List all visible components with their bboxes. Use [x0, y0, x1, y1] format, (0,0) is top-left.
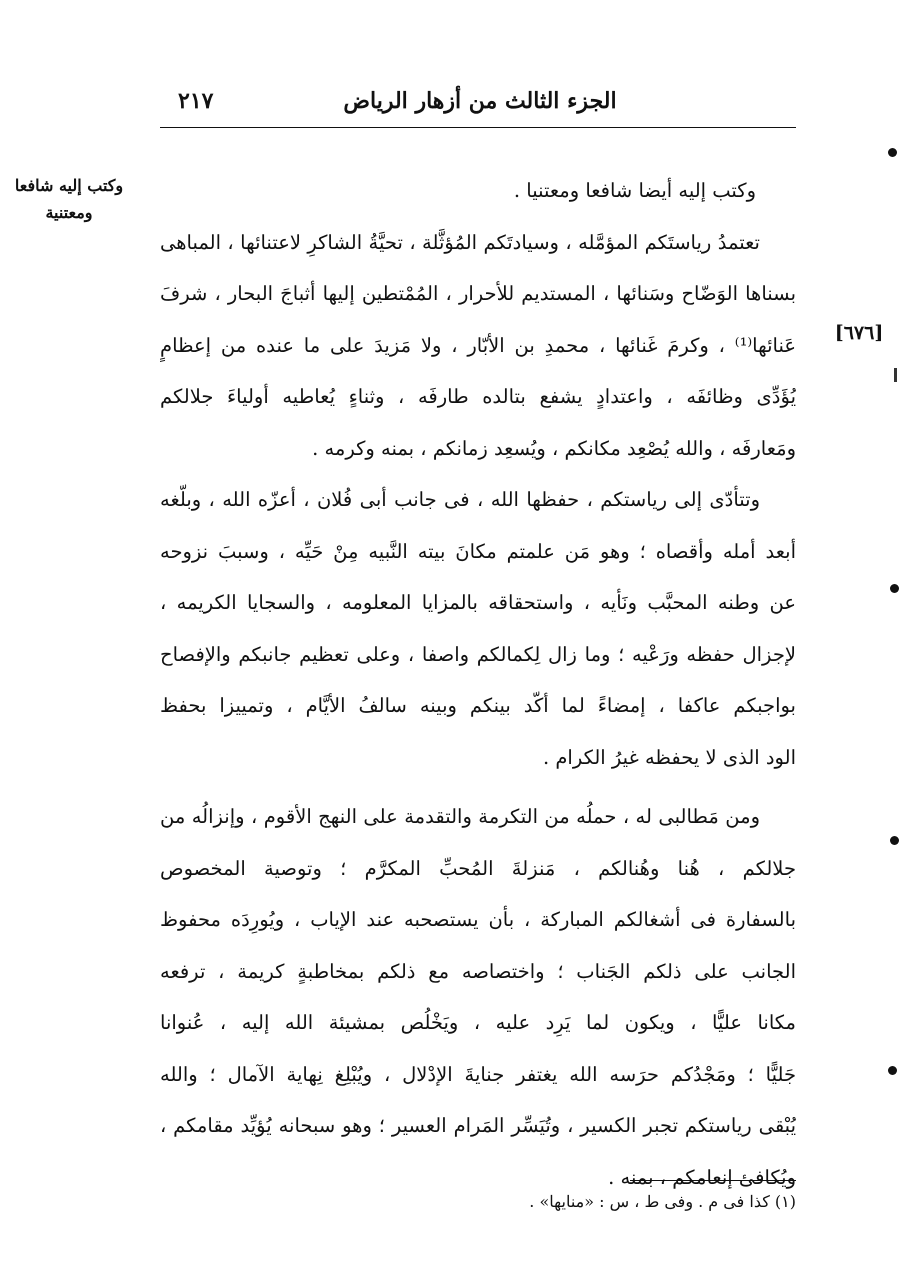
footnote: (١) كذا فى م . وفى ط ، س : «منايها» .	[529, 1192, 796, 1211]
text-line: يُؤَدِّى وظائفَه ، واعتدادٍ يشفع بتالده طارفَه ، وثناءٍ يُعاطيه أولياءَ جلالكم	[160, 385, 796, 408]
body-text	[160, 165, 796, 1203]
text-line: ويُكافئ إنعامكم ، بمنه .	[608, 1165, 796, 1189]
text-line: ومن مَطالبى له ، حملُه من التكرمة والتقدمة على النهج الأقوم ، وإنزالُه من	[160, 805, 760, 828]
text-line: مكانا عليًّا ، ويكون لما يَرِد عليه ، ويَخْلُص بمشيئة الله إليه ، عُنوانا	[160, 1011, 796, 1034]
text-line: لإجزال حفظه ورَعْيه ؛ وما زال لِكمالكم واصفا ، وعلى تعظيم جانبكم والإفصاح	[160, 642, 796, 666]
scan-dot	[890, 836, 899, 845]
text-line: بالسفارة فى أشغالكم المباركة ، بأن يستصحبه عند الإياب ، ويُورِدَه محفوظ	[160, 908, 796, 931]
text-line: الجانب على ذلكم الجَناب ؛ واختصاصه مع ذلكم بمخاطبةٍ كريمة ، ترفعه	[160, 959, 796, 983]
text-line: يُبْقى رياستكم تجبر الكسير ، وتُيَسِّر المَرام العسير ؛ وهو سبحانه يُؤيِّد مقامكم ،	[160, 1114, 796, 1137]
margin-reference-number: [٦٧٦]	[834, 322, 884, 344]
text-line: عن وطنه المحبَّب ونَأيه ، واستحقاقه بالمزايا المعلومه ، والسجايا الكريمه ،	[160, 591, 796, 614]
scan-mark	[894, 368, 897, 382]
text-line: جَليًّا ؛ ومَجْدُكم حرَسه الله يغتفر جنايةَ الإدْلال ، ويُبْلِغ نِهاية الآمال ؛ والله	[160, 1062, 796, 1086]
margin-note: وكتب إليه شافعا ومعتنية	[14, 176, 124, 222]
running-title: الجزء الثالث من أزهار الرياض	[343, 88, 617, 114]
text-line: جلالكم ، هُنا وهُنالكم ، مَنزلةَ المُحبِّ المكرَّم ؛ وتوصية المخصوص	[160, 856, 796, 880]
text-line: الود الذى لا يحفظه غيرُ الكرام .	[542, 745, 796, 769]
text-line: أبعد أمله وأقصاه ؛ وهو مَن علمتم مكانَ بيته النَّبيه مِنْ حَيِّه ، وسببَ نزوحه	[160, 539, 796, 563]
text-line: ومَعارفَه ، والله يُصْعِد مكانكم ، ويُسعِد زمانكم ، بمنه وكرمه .	[312, 436, 796, 460]
footnote-rule	[630, 1180, 796, 1181]
scan-dot	[890, 584, 899, 593]
text-line: بسناها الوَضّاح وسَنائها ، المستديم للأحرار ، المُمْتطين إليها أثباجَ البحار ، شرفَ	[160, 282, 796, 305]
page-number: ٢١٧	[178, 88, 214, 114]
scan-dot	[888, 148, 897, 157]
text-line: عَنائها⁽¹⁾ ، وكرمَ غَنائها ، محمدِ بن الأبّار ، ولا مَزيدَ على ما عنده من إعظامٍ	[160, 333, 796, 357]
text-line: وكتب إليه أيضا شافعا ومعتنيا .	[513, 179, 756, 202]
text-line: وتتأدّى إلى رياستكم ، حفظها الله ، فى جانب أبى فُلان ، أعزّه الله ، وبلّغه	[160, 488, 760, 511]
scan-dot	[888, 1066, 897, 1075]
text-line: تعتمدُ رياستَكم المؤمَّله ، وسيادتَكم المُؤثَّلة ، تحيَّةُ الشاكرِ لاعتنائها ، المباهى	[160, 230, 760, 254]
header-rule	[160, 127, 796, 128]
paragraph-gap	[160, 783, 796, 791]
text-line: بواجبكم عاكفا ، إمضاءً لما أكّد بينكم وبينه سالفُ الأيَّام ، وتمييزا بحفظ	[160, 694, 796, 717]
